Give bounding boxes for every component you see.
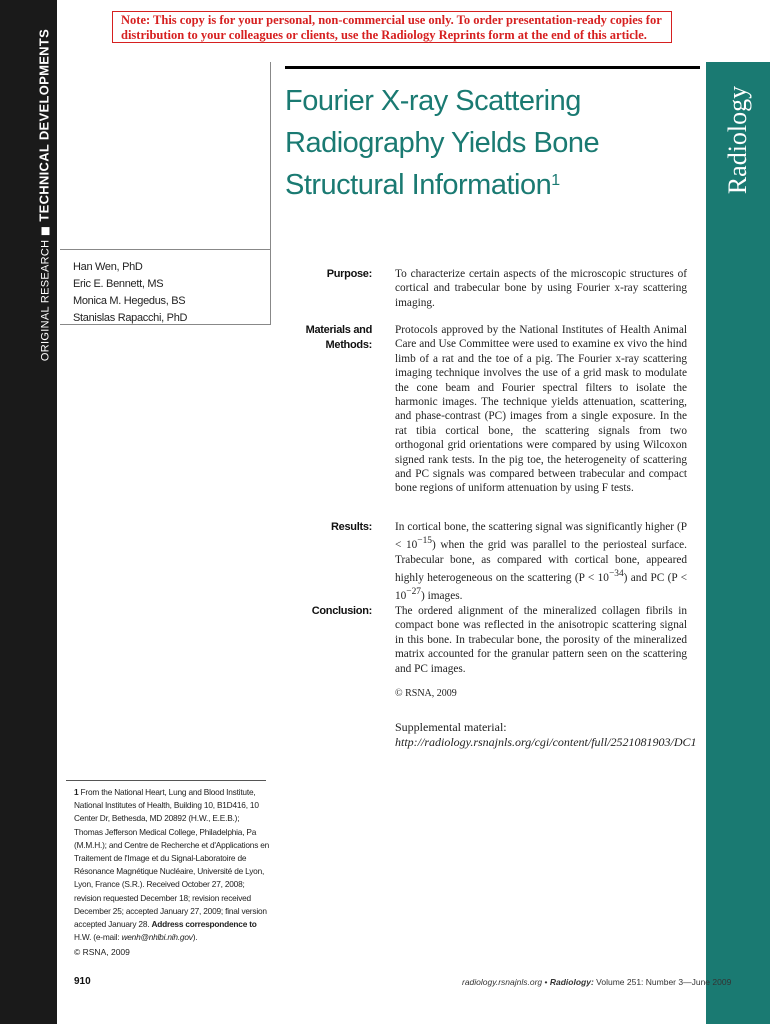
author-list xyxy=(73,259,187,327)
results-text-a: In cortical bone, the scattering signal was significantly higher (P < 10 xyxy=(395,521,687,552)
methods-text: Protocols approved by the National Institutes of Health Animal Care and Use Committee were used to examine ex vivo the hind limb of a rat and the toe of a pig. The Fourier x-ray scattering imaging technique involves the use of a grid mask to modulate the cone beam and Fourier spectral filters to isolate the harmonic images. The technique yields attenuation, scattering, and phase-contrast (PC) images from a single exposure. In the rat tibia cortical bone, the scattering signals from two orthogonal grid orientations were compared by using Wilcoxon signed rank tests. In the pig toe, the heterogeneity of scattering and PC signals was compared between trabecular and compact bone regions of uniform attenuation by using F tests. xyxy=(395,324,687,495)
title-footnote-marker[interactable]: 1 xyxy=(551,172,560,189)
title-rule xyxy=(285,66,700,69)
footnote-text-b: H.W. (e-mail: xyxy=(74,932,122,943)
results-text-d: ) images. xyxy=(421,589,463,602)
methods-label-line-1: Materials and xyxy=(305,324,372,336)
results-exponent-3: −27 xyxy=(406,587,422,598)
page-number: 910 xyxy=(74,976,91,987)
results-label: Results: xyxy=(331,521,372,533)
results-text-c: ) and PC (P < 10 xyxy=(395,571,687,602)
divider-vertical xyxy=(270,62,271,250)
conclusion-label: Conclusion: xyxy=(311,605,372,617)
title-line-3 xyxy=(285,164,685,206)
supplemental-link[interactable]: http://radiology.rsnajnls.org/cgi/content/full/2521081903/DC1 xyxy=(395,735,697,749)
footnote-rule xyxy=(66,780,266,781)
footnote-text-a: From the National Heart, Lung and Blood Institute, National Institutes of Health, Building 10, B1D416, 10 Center Dr, Bethesda, MD 20892 (H.W., E.E.B.); Thomas Jefferson Medical College, Philadelphia, Pa (M.M.H.); and Centre de Recherche et d'Applications en Traitement de l'Image et du Signal-Laboratoire de Résonance Magnétique Nucléaire, Université de Lyon, Lyon, France (S.R.). Received October 27, 2008; revision requested December 18; revision received December 25; accepted January 27, 2009; final version accepted January 28. xyxy=(74,787,270,930)
title-line-1: Fourier X-ray Scattering xyxy=(285,85,581,117)
methods-label-line-2: Methods: xyxy=(325,339,372,351)
category-label: TECHNICAL DEVELOPMENTS xyxy=(36,28,52,222)
journal-vertical-name: Radiology xyxy=(723,85,752,195)
running-journal: Radiology: xyxy=(549,977,594,987)
article-title xyxy=(285,80,685,206)
section-vertical-label xyxy=(37,29,52,361)
section-label: ORIGINAL RESEARCH xyxy=(39,239,52,362)
title-line-2: Radiography Yields Bone xyxy=(285,127,600,159)
footnote-marker: 1 xyxy=(74,787,79,797)
purpose-label: Purpose: xyxy=(326,268,372,280)
footnote-bold: Address correspondence to xyxy=(151,919,257,930)
author: Eric E. Bennett, MS xyxy=(73,278,164,290)
affiliation-footnote xyxy=(74,786,270,944)
author: Han Wen, PhD xyxy=(73,261,143,273)
results-exponent-2: −34 xyxy=(608,568,624,579)
footnote-text-c: ). xyxy=(192,932,198,943)
conclusion-text: The ordered alignment of the mineralized collagen fibrils in compact bone was reflected in the anisotropic scattering signal in this bone. In trabecular bone, the porosity of the mineralized matrix accounted for the granular pattern seen on the scattering and PC images. xyxy=(395,605,687,675)
divider-horizontal xyxy=(60,249,271,250)
supplemental-label: Supplemental material: xyxy=(395,720,507,734)
purpose-text: To characterize certain aspects of the microscopic structures of cortical and trabecular bone by using Fourier x-ray scattering imaging. xyxy=(395,268,687,309)
journal-sidebar xyxy=(706,62,770,1024)
divider-vertical-authors xyxy=(270,250,271,325)
author: Monica M. Hegedus, BS xyxy=(73,295,186,307)
running-url[interactable]: radiology.rsnajnls.org xyxy=(462,977,543,987)
author: Stanislas Rapacchi, PhD xyxy=(73,312,188,324)
results-text xyxy=(395,520,687,603)
running-issue: Volume 251: Number 3—June 2009 xyxy=(593,977,732,987)
title-line-3-text: Structural Information xyxy=(285,169,552,201)
results-exponent-1: −15 xyxy=(417,536,432,547)
footnote-copyright: © RSNA, 2009 xyxy=(74,947,130,957)
correspondence-email[interactable]: wenh@nhlbi.nih.gov xyxy=(121,932,193,943)
separator-square xyxy=(42,227,50,235)
running-separator: • xyxy=(542,977,550,987)
notice-text: Note: This copy is for your personal, non-commercial use only. To order presentation-ready copies for distribution to your colleagues or clients, use the Radiology Reprints form at the end of this article. xyxy=(121,13,662,42)
reprint-notice xyxy=(112,11,672,43)
running-footer xyxy=(462,977,731,987)
supplemental-material xyxy=(395,720,697,750)
results-text-b: ) when the grid was parallel to the periosteal surface. Trabecular bone, as compared with cortical bone, appeared highly heterogeneous on the scattering (P < 10 xyxy=(395,539,687,584)
methods-label xyxy=(290,323,372,353)
abstract-copyright: © RSNA, 2009 xyxy=(395,688,457,699)
